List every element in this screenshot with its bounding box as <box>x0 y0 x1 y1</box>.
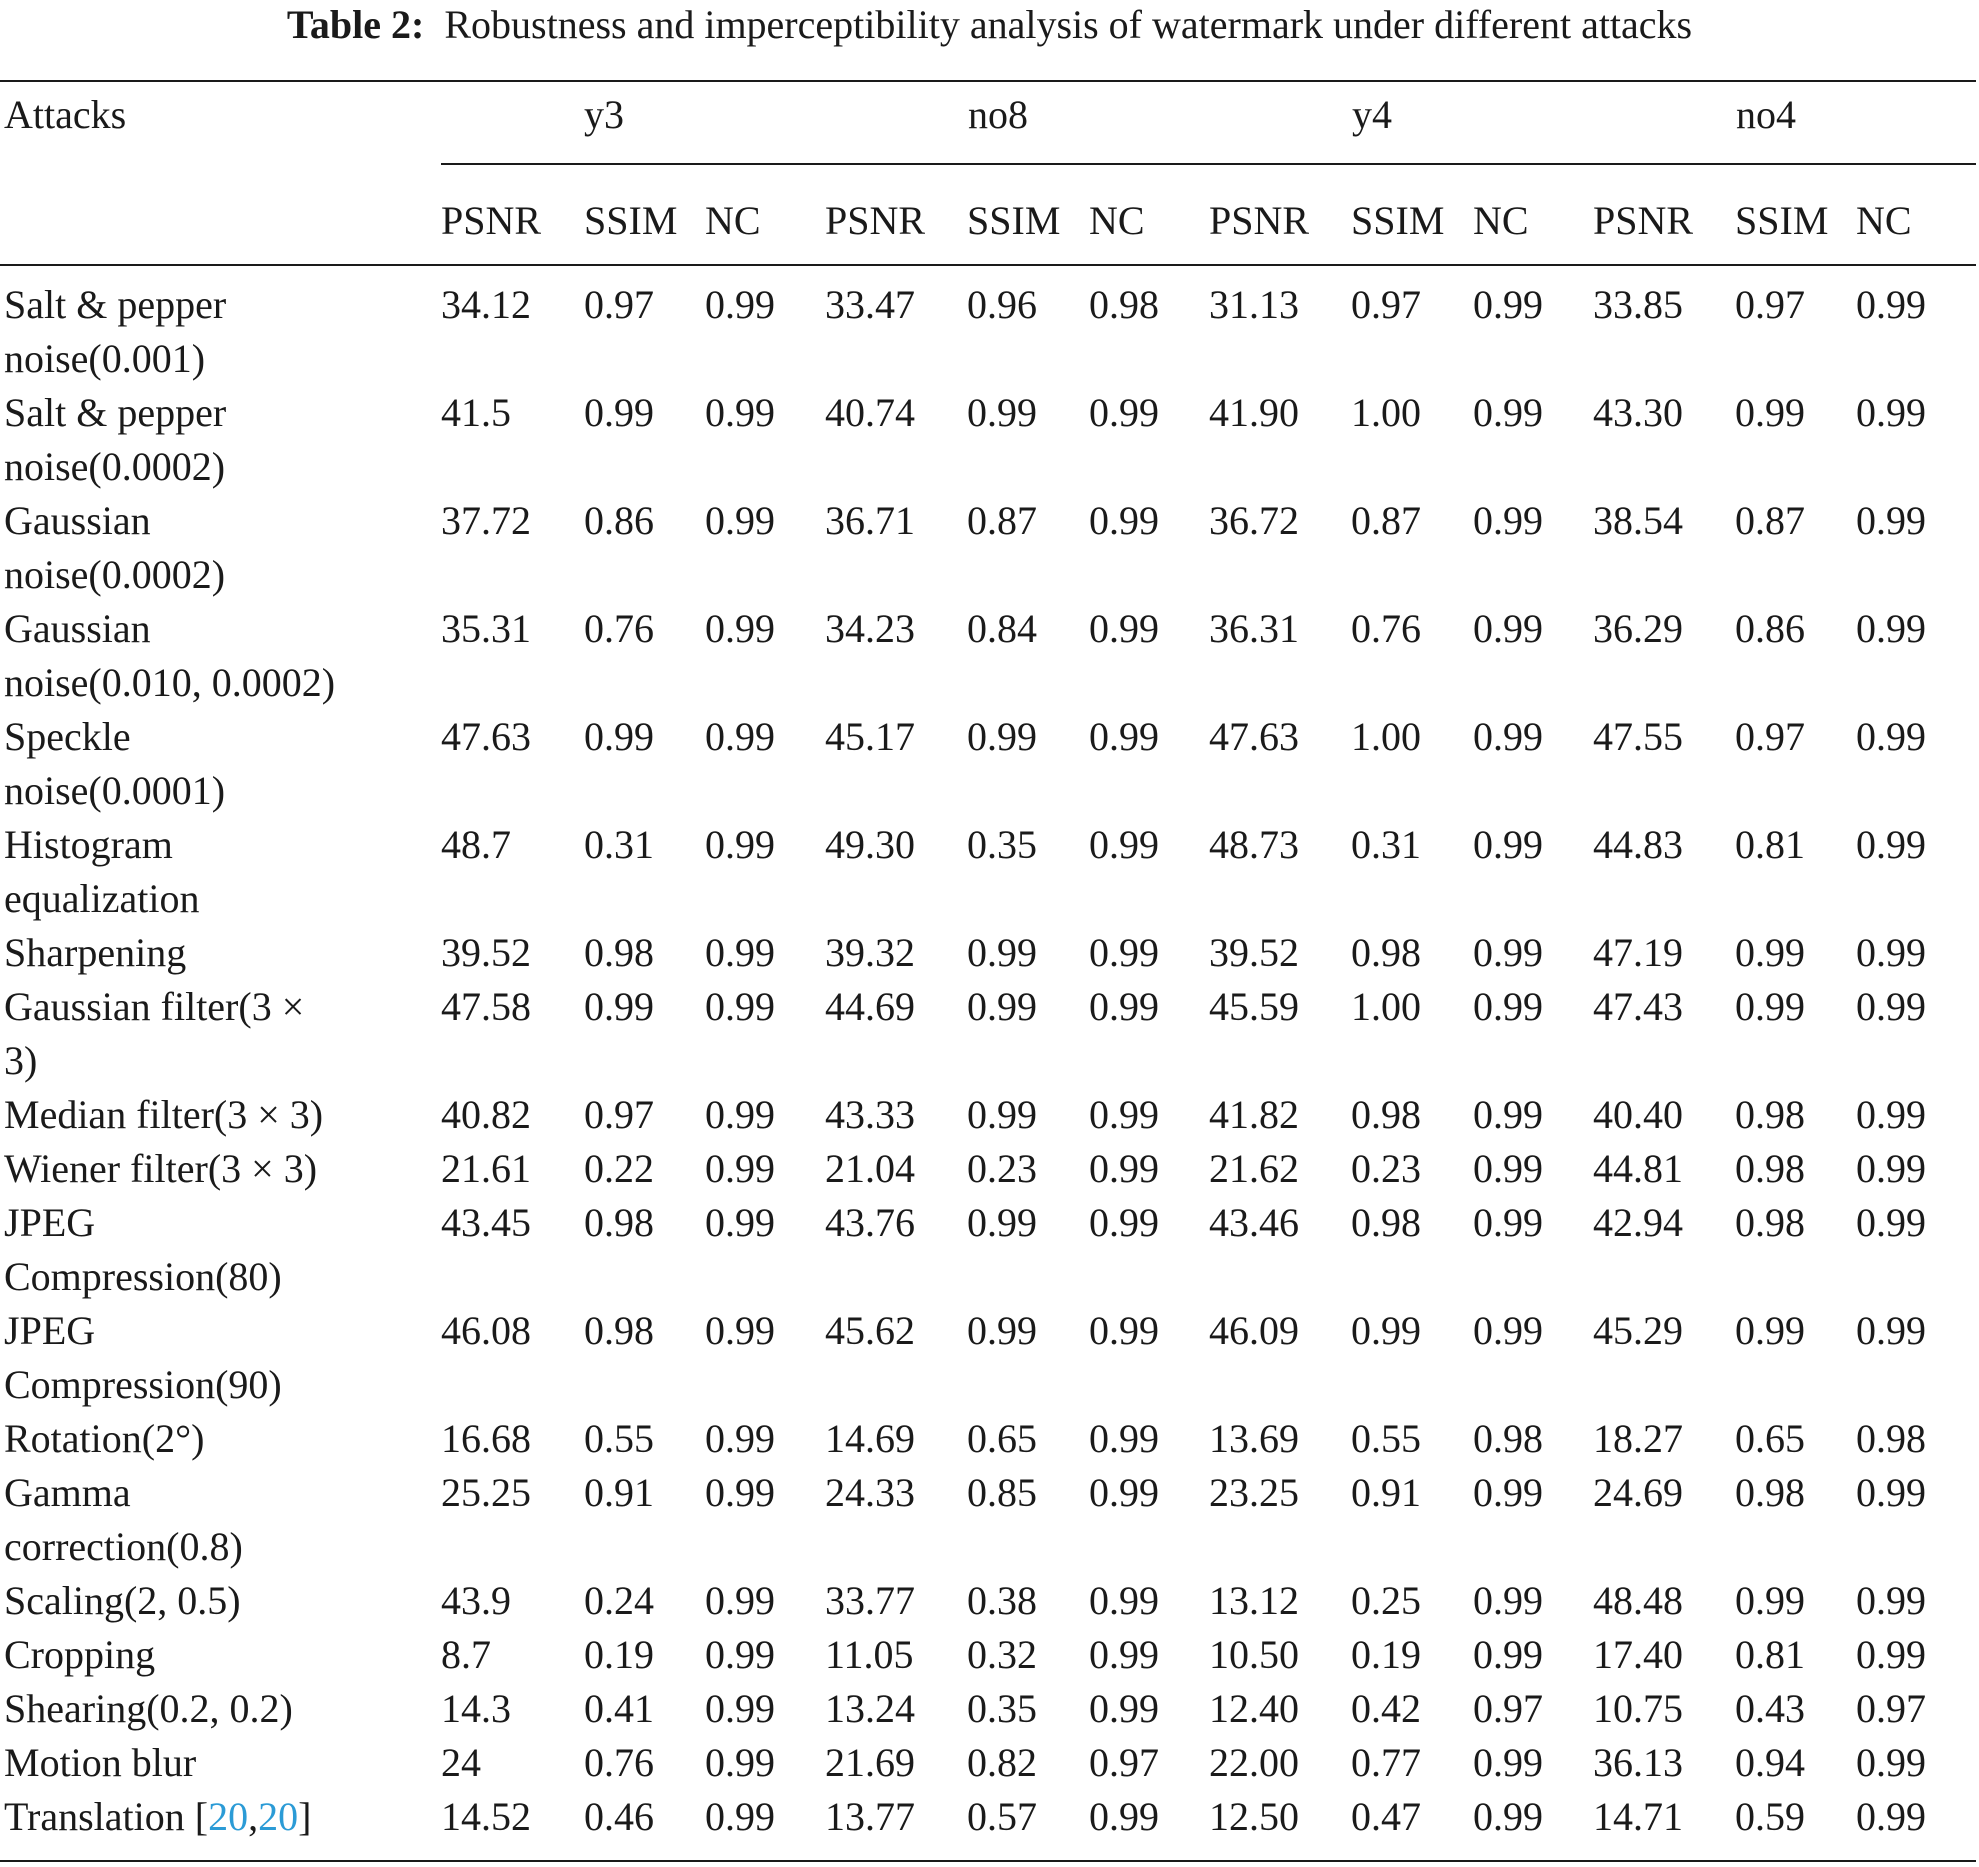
table-cell: 43.45 <box>441 1200 531 1245</box>
table-cell: 0.57 <box>967 1794 1037 1839</box>
table-cell: 0.99 <box>1856 1740 1926 1785</box>
table-cell: 43.76 <box>825 1200 915 1245</box>
table-cell: 0.99 <box>1735 390 1805 435</box>
table-cell: 0.91 <box>1351 1470 1421 1515</box>
row-attack-label: JPEG <box>4 1200 96 1245</box>
table-cell: 0.99 <box>1473 1740 1543 1785</box>
row-attack-label: Gaussian <box>4 498 151 543</box>
table-cell: 0.99 <box>705 498 775 543</box>
row-attack-label: Gaussian <box>4 606 151 651</box>
row-attack-label: noise(0.0001) <box>4 768 226 813</box>
row-attack-label: Gaussian filter(3 × <box>4 984 305 1029</box>
table-cell: 44.69 <box>825 984 915 1029</box>
table-cell: 0.97 <box>1735 714 1805 759</box>
table-cell: 43.33 <box>825 1092 915 1137</box>
table-cell: 0.99 <box>1473 1092 1543 1137</box>
table-cell: 37.72 <box>441 498 531 543</box>
table-cell: 48.48 <box>1593 1578 1683 1623</box>
table-cell: 17.40 <box>1593 1632 1683 1677</box>
header-group-no4: no4 <box>1736 92 1796 137</box>
table-cell: 0.99 <box>967 1200 1037 1245</box>
table-cell: 31.13 <box>1209 282 1299 327</box>
attack-text: , <box>248 1794 259 1839</box>
table-cell: 0.99 <box>1351 1308 1421 1353</box>
table-cell: 13.12 <box>1209 1578 1299 1623</box>
table-cell: 0.76 <box>1351 606 1421 651</box>
table-cell: 0.86 <box>1735 606 1805 651</box>
table-cell: 0.98 <box>1473 1416 1543 1461</box>
table-cell: 0.97 <box>1856 1686 1926 1731</box>
table-cell: 0.99 <box>705 606 775 651</box>
table-cell: 24.69 <box>1593 1470 1683 1515</box>
table-cell: 0.99 <box>1473 1578 1543 1623</box>
table-cell: 0.98 <box>1089 282 1159 327</box>
table-cell: 0.99 <box>1856 1578 1926 1623</box>
table-caption <box>0 0 1979 50</box>
table-cell: 40.40 <box>1593 1092 1683 1137</box>
table-cell: 0.99 <box>1473 1200 1543 1245</box>
table-cell: 0.99 <box>1856 1200 1926 1245</box>
table-cell: 44.83 <box>1593 822 1683 867</box>
header-group-y3: y3 <box>584 92 624 137</box>
table-cell: 0.98 <box>1351 1092 1421 1137</box>
table-cell: 45.59 <box>1209 984 1299 1029</box>
header-metric-ssim: SSIM <box>584 198 678 243</box>
table-cell: 1.00 <box>1351 714 1421 759</box>
table-cell: 0.99 <box>1089 1308 1159 1353</box>
row-attack-label: JPEG <box>4 1308 96 1353</box>
row-attack-label: Median filter(3 × 3) <box>4 1092 324 1137</box>
header-rule <box>0 264 1976 266</box>
table-cell: 45.62 <box>825 1308 915 1353</box>
table-cell: 0.97 <box>1351 282 1421 327</box>
top-rule <box>0 80 1976 82</box>
header-metric-nc: NC <box>1473 198 1529 243</box>
table-cell: 0.41 <box>584 1686 654 1731</box>
table-cell: 11.05 <box>825 1632 914 1677</box>
table-cell: 0.99 <box>705 1686 775 1731</box>
table-cell: 41.82 <box>1209 1092 1299 1137</box>
table-cell: 0.46 <box>584 1794 654 1839</box>
table-cell: 21.04 <box>825 1146 915 1191</box>
table-cell: 36.71 <box>825 498 915 543</box>
table-cell: 0.99 <box>1856 714 1926 759</box>
table-cell: 0.99 <box>1089 1632 1159 1677</box>
table-cell: 0.99 <box>1735 1308 1805 1353</box>
table-cell: 33.77 <box>825 1578 915 1623</box>
table-cell: 42.94 <box>1593 1200 1683 1245</box>
caption-text: Robustness and imperceptibility analysis of watermark under different attacks <box>444 2 1693 47</box>
table-cell: 0.99 <box>705 1794 775 1839</box>
table-cell: 0.99 <box>1473 714 1543 759</box>
table-cell: 0.98 <box>584 930 654 975</box>
table-cell: 0.76 <box>584 1740 654 1785</box>
table-cell: 0.99 <box>705 390 775 435</box>
table-cell: 33.47 <box>825 282 915 327</box>
table-cell: 0.19 <box>1351 1632 1421 1677</box>
table-cell: 0.99 <box>1856 606 1926 651</box>
table-cell: 0.99 <box>1856 1146 1926 1191</box>
table-cell: 0.99 <box>705 1632 775 1677</box>
table-cell: 0.99 <box>705 930 775 975</box>
table-cell: 0.99 <box>967 1308 1037 1353</box>
table-cell: 0.99 <box>1473 1308 1543 1353</box>
row-attack-label: Rotation(2°) <box>4 1416 205 1461</box>
table-cell: 0.59 <box>1735 1794 1805 1839</box>
table-cell: 0.87 <box>1351 498 1421 543</box>
table-cell: 0.47 <box>1351 1794 1421 1839</box>
header-metric-psnr: PSNR <box>825 198 926 243</box>
table-cell: 0.99 <box>1856 282 1926 327</box>
table-cell: 0.99 <box>705 282 775 327</box>
table-cell: 0.86 <box>584 498 654 543</box>
table-cell: 14.52 <box>441 1794 531 1839</box>
table-cell: 47.58 <box>441 984 531 1029</box>
table-cell: 0.98 <box>1856 1416 1926 1461</box>
table-cell: 0.98 <box>1735 1200 1805 1245</box>
table-cell: 45.29 <box>1593 1308 1683 1353</box>
table-cell: 0.43 <box>1735 1686 1805 1731</box>
table-cell: 48.73 <box>1209 822 1299 867</box>
table-cell: 0.99 <box>705 1092 775 1137</box>
table-cell: 0.99 <box>1089 1470 1159 1515</box>
table-cell: 0.99 <box>584 984 654 1029</box>
row-attack-label: correction(0.8) <box>4 1524 243 1569</box>
row-attack-label: Speckle <box>4 714 131 759</box>
table-cell: 0.99 <box>1473 822 1543 867</box>
table-cell: 0.99 <box>1089 984 1159 1029</box>
table-cell: 39.52 <box>1209 930 1299 975</box>
table-cell: 0.55 <box>1351 1416 1421 1461</box>
table-cell: 0.31 <box>584 822 654 867</box>
row-attack-label: Compression(80) <box>4 1254 282 1299</box>
row-attack-label: Scaling(2, 0.5) <box>4 1578 241 1623</box>
table-cell: 0.35 <box>967 1686 1037 1731</box>
table-cell: 0.82 <box>967 1740 1037 1785</box>
table-cell: 0.99 <box>1473 282 1543 327</box>
row-attack-label: Salt & pepper <box>4 282 227 327</box>
table-cell: 0.99 <box>1089 1794 1159 1839</box>
table-cell: 0.99 <box>705 984 775 1029</box>
table-cell: 14.3 <box>441 1686 511 1731</box>
table-cell: 36.13 <box>1593 1740 1683 1785</box>
table-cell: 0.99 <box>1735 930 1805 975</box>
table-cell: 0.99 <box>1856 984 1926 1029</box>
table-cell: 41.90 <box>1209 390 1299 435</box>
table-cell: 0.98 <box>1351 930 1421 975</box>
table-cell: 0.99 <box>1089 390 1159 435</box>
row-attack-label: 3) <box>4 1038 38 1083</box>
row-attack-label: Shearing(0.2, 0.2) <box>4 1686 293 1731</box>
table-cell: 48.7 <box>441 822 511 867</box>
table-cell: 13.24 <box>825 1686 915 1731</box>
header-metric-ssim: SSIM <box>967 198 1061 243</box>
table-cell: 0.99 <box>1473 1794 1543 1839</box>
table-cell: 13.69 <box>1209 1416 1299 1461</box>
table-cell: 0.19 <box>584 1632 654 1677</box>
table-cell: 43.30 <box>1593 390 1683 435</box>
table-cell: 0.99 <box>705 1740 775 1785</box>
row-attack-label: Cropping <box>4 1632 156 1677</box>
row-attack-label: Gamma <box>4 1470 131 1515</box>
table-cell: 1.00 <box>1351 984 1421 1029</box>
table-cell: 12.50 <box>1209 1794 1299 1839</box>
table-cell: 0.65 <box>967 1416 1037 1461</box>
table-cell: 0.98 <box>1735 1146 1805 1191</box>
table-cell: 45.17 <box>825 714 915 759</box>
header-metric-psnr: PSNR <box>441 198 542 243</box>
header-metric-nc: NC <box>705 198 761 243</box>
table-cell: 0.91 <box>584 1470 654 1515</box>
table-cell: 14.69 <box>825 1416 915 1461</box>
row-attack-label: equalization <box>4 876 200 921</box>
table-cell: 24 <box>441 1740 481 1785</box>
table-cell: 38.54 <box>1593 498 1683 543</box>
table-cell: 0.99 <box>967 930 1037 975</box>
table-cell: 0.25 <box>1351 1578 1421 1623</box>
table-cell: 0.96 <box>967 282 1037 327</box>
table-cell: 0.99 <box>1856 390 1926 435</box>
table-cell: 41.5 <box>441 390 511 435</box>
table-cell: 36.31 <box>1209 606 1299 651</box>
table-cell: 0.99 <box>1089 930 1159 975</box>
table-cell: 0.99 <box>705 1416 775 1461</box>
table-cell: 0.98 <box>1351 1200 1421 1245</box>
table-cell: 0.97 <box>1473 1686 1543 1731</box>
header-metric-psnr: PSNR <box>1209 198 1310 243</box>
table-cell: 10.50 <box>1209 1632 1299 1677</box>
table-cell: 36.72 <box>1209 498 1299 543</box>
header-metric-psnr: PSNR <box>1593 198 1694 243</box>
table-cell: 0.99 <box>1473 984 1543 1029</box>
table-cell: 0.99 <box>705 1470 775 1515</box>
table-cell: 0.99 <box>1089 1092 1159 1137</box>
table-cell: 0.22 <box>584 1146 654 1191</box>
table-cell: 0.81 <box>1735 822 1805 867</box>
table-cell: 0.99 <box>1473 498 1543 543</box>
header-group-no8: no8 <box>968 92 1028 137</box>
table-cell: 0.99 <box>1856 1470 1926 1515</box>
table-cell: 0.23 <box>1351 1146 1421 1191</box>
table-cell: 0.99 <box>1473 390 1543 435</box>
table-cell: 0.97 <box>584 282 654 327</box>
table-cell: 0.99 <box>1089 822 1159 867</box>
header-attacks: Attacks <box>4 92 127 137</box>
table-cell: 0.99 <box>1856 1092 1926 1137</box>
table-cell: 13.77 <box>825 1794 915 1839</box>
table-cell: 0.99 <box>705 714 775 759</box>
table-cell: 47.55 <box>1593 714 1683 759</box>
table-cell: 47.43 <box>1593 984 1683 1029</box>
table-cell: 0.81 <box>1735 1632 1805 1677</box>
table-cell: 21.69 <box>825 1740 915 1785</box>
header-metric-nc: NC <box>1089 198 1145 243</box>
table-cell: 0.98 <box>584 1200 654 1245</box>
row-attack-label: Salt & pepper <box>4 390 227 435</box>
table-cell: 0.99 <box>1856 1632 1926 1677</box>
table-cell: 49.30 <box>825 822 915 867</box>
table-cell: 0.98 <box>1735 1092 1805 1137</box>
table-cell: 0.99 <box>967 390 1037 435</box>
table-cell: 21.62 <box>1209 1146 1299 1191</box>
table-cell: 43.46 <box>1209 1200 1299 1245</box>
table-cell: 0.99 <box>705 822 775 867</box>
row-attack-label: noise(0.0002) <box>4 552 226 597</box>
header-metric-nc: NC <box>1856 198 1912 243</box>
table-cell: 0.99 <box>705 1308 775 1353</box>
table-cell: 0.97 <box>584 1092 654 1137</box>
table-cell: 0.42 <box>1351 1686 1421 1731</box>
row-attack-label: Compression(90) <box>4 1362 282 1407</box>
table-cell: 0.99 <box>1856 498 1926 543</box>
table-cell: 0.31 <box>1351 822 1421 867</box>
table-cell: 0.99 <box>1473 1470 1543 1515</box>
table-cell: 24.33 <box>825 1470 915 1515</box>
header-metric-ssim: SSIM <box>1735 198 1829 243</box>
table-cell: 0.99 <box>705 1146 775 1191</box>
table-cell: 46.09 <box>1209 1308 1299 1353</box>
citation-link[interactable]: 20 <box>258 1794 299 1839</box>
table-cell: 0.99 <box>967 1092 1037 1137</box>
table-cell: 0.97 <box>1089 1740 1159 1785</box>
table-cell: 39.52 <box>441 930 531 975</box>
table-cell: 0.23 <box>967 1146 1037 1191</box>
table-cell: 47.19 <box>1593 930 1683 975</box>
table-cell: 10.75 <box>1593 1686 1683 1731</box>
table-cell: 34.23 <box>825 606 915 651</box>
caption-label: Table 2: <box>286 2 425 47</box>
table-cell: 0.94 <box>1735 1740 1805 1785</box>
table-cell: 0.99 <box>584 390 654 435</box>
table-cell: 0.99 <box>1473 1632 1543 1677</box>
table-cell: 46.08 <box>441 1308 531 1353</box>
table-cell: 39.32 <box>825 930 915 975</box>
table-cell: 0.32 <box>967 1632 1037 1677</box>
table-cell: 0.99 <box>1089 606 1159 651</box>
table-cell: 0.99 <box>584 714 654 759</box>
table-cell: 0.99 <box>1089 1686 1159 1731</box>
citation-link[interactable]: 20 <box>208 1794 249 1839</box>
table-cell: 0.99 <box>1089 1200 1159 1245</box>
table-cell: 0.85 <box>967 1470 1037 1515</box>
table-cell: 0.84 <box>967 606 1037 651</box>
table-cell: 0.99 <box>1735 1578 1805 1623</box>
table-cell: 21.61 <box>441 1146 531 1191</box>
table-cell: 33.85 <box>1593 282 1683 327</box>
table-cell: 0.99 <box>967 984 1037 1029</box>
table-cell: 0.99 <box>1735 984 1805 1029</box>
table-cell: 0.99 <box>1089 1578 1159 1623</box>
table-cell: 0.98 <box>1735 1470 1805 1515</box>
table-cell: 14.71 <box>1593 1794 1683 1839</box>
table-cell: 0.99 <box>1856 1308 1926 1353</box>
table-cell: 35.31 <box>441 606 531 651</box>
table-cell: 0.99 <box>1089 498 1159 543</box>
table-cell: 34.12 <box>441 282 531 327</box>
table-cell: 1.00 <box>1351 390 1421 435</box>
table-cell: 0.99 <box>1856 822 1926 867</box>
table-cell: 47.63 <box>441 714 531 759</box>
table-cell: 0.76 <box>584 606 654 651</box>
table-cell: 0.87 <box>1735 498 1805 543</box>
row-attack-label <box>4 1790 311 1844</box>
table-cell: 23.25 <box>1209 1470 1299 1515</box>
table-cell: 36.29 <box>1593 606 1683 651</box>
table-cell: 16.68 <box>441 1416 531 1461</box>
row-attack-label: Motion blur <box>4 1740 197 1785</box>
table-cell: 0.99 <box>1089 1146 1159 1191</box>
table-cell: 47.63 <box>1209 714 1299 759</box>
table-cell: 0.99 <box>967 714 1037 759</box>
table-cell: 0.99 <box>1089 714 1159 759</box>
table-cell: 22.00 <box>1209 1740 1299 1785</box>
header-group-y4: y4 <box>1352 92 1392 137</box>
table-cell: 0.99 <box>705 1578 775 1623</box>
header-metric-ssim: SSIM <box>1351 198 1445 243</box>
table-cell: 40.74 <box>825 390 915 435</box>
attack-text: Translation [ <box>4 1794 209 1839</box>
row-attack-label: Histogram <box>4 822 173 867</box>
table-cell: 0.99 <box>1473 930 1543 975</box>
row-attack-label: Sharpening <box>4 930 187 975</box>
table-cell: 8.7 <box>441 1632 491 1677</box>
table-cell: 0.35 <box>967 822 1037 867</box>
table-cell: 0.99 <box>1473 1146 1543 1191</box>
table-cell: 18.27 <box>1593 1416 1683 1461</box>
group-rule <box>441 163 1976 165</box>
row-attack-label: Wiener filter(3 × 3) <box>4 1146 318 1191</box>
bottom-rule <box>0 1860 1976 1862</box>
table-cell: 0.87 <box>967 498 1037 543</box>
table-cell: 0.77 <box>1351 1740 1421 1785</box>
table-cell: 0.99 <box>1473 606 1543 651</box>
table-cell: 0.99 <box>1856 1794 1926 1839</box>
row-attack-label: noise(0.001) <box>4 336 206 381</box>
table-cell: 0.99 <box>1089 1416 1159 1461</box>
table-cell: 0.99 <box>705 1200 775 1245</box>
table-cell: 0.97 <box>1735 282 1805 327</box>
table-cell: 0.24 <box>584 1578 654 1623</box>
table-cell: 0.38 <box>967 1578 1037 1623</box>
table-cell: 25.25 <box>441 1470 531 1515</box>
table-cell: 0.98 <box>584 1308 654 1353</box>
table-cell: 43.9 <box>441 1578 511 1623</box>
table-cell: 40.82 <box>441 1092 531 1137</box>
table-cell: 0.65 <box>1735 1416 1805 1461</box>
attack-text: ] <box>298 1794 312 1839</box>
row-attack-label: noise(0.010, 0.0002) <box>4 660 336 705</box>
table-cell: 0.99 <box>1856 930 1926 975</box>
table-cell: 0.55 <box>584 1416 654 1461</box>
table-cell: 12.40 <box>1209 1686 1299 1731</box>
row-attack-label: noise(0.0002) <box>4 444 226 489</box>
table-cell: 44.81 <box>1593 1146 1683 1191</box>
